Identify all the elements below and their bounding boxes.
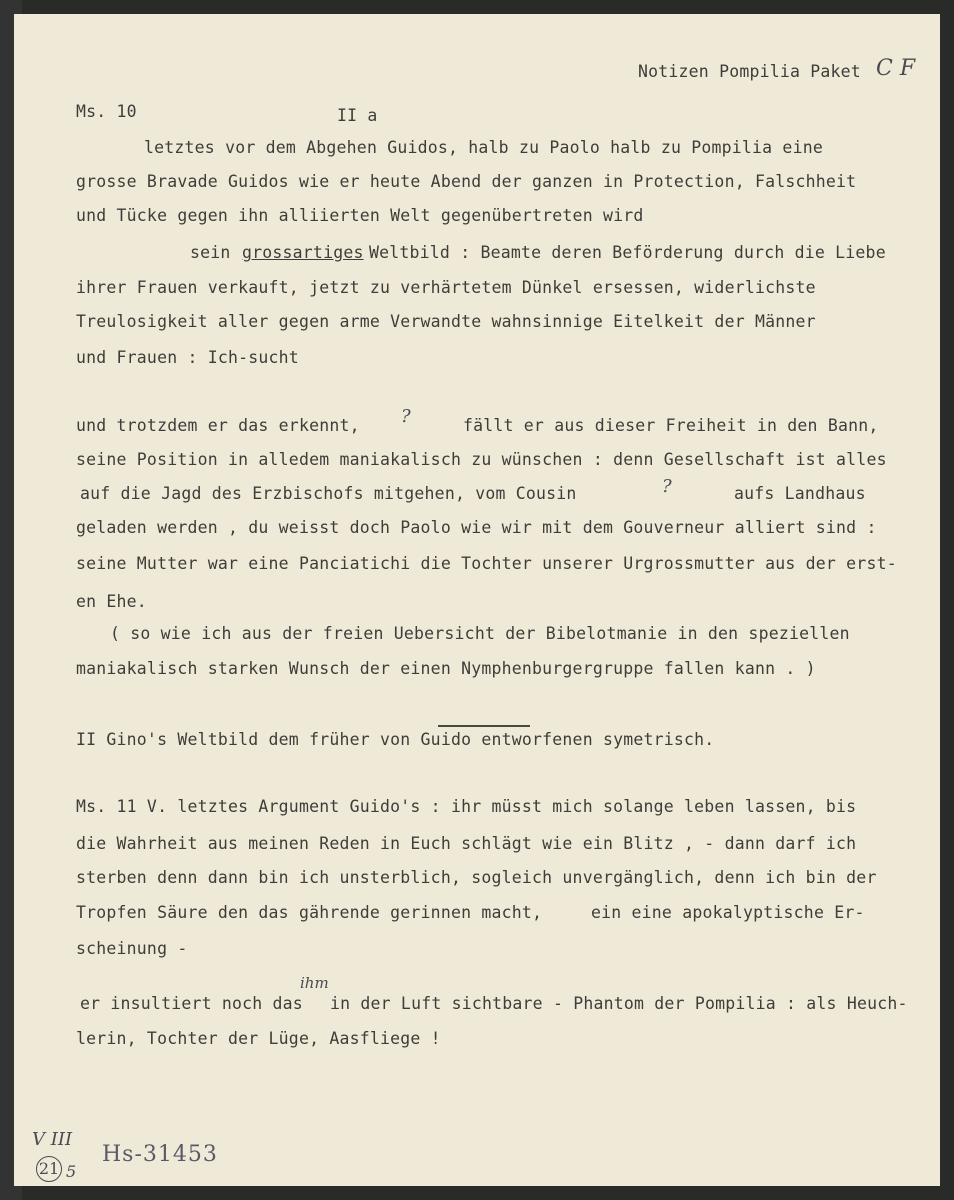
handwritten-query: ?	[401, 406, 411, 427]
text-line: seine Mutter war eine Panciatichi die Tochter unserer Urgrossmutter aus der erst-	[76, 554, 897, 573]
text-line: grosse Bravade Guidos wie er heute Abend der ganzen in Protection, Falschheit	[76, 172, 857, 191]
text-line: Ms. 11 V. letztes Argument Guido's : ihr müsst mich solange leben lassen, bis	[76, 797, 857, 816]
text-line: geladen werden , du weisst doch Paolo wie wir mit dem Gouverneur alliert sind :	[76, 518, 877, 537]
text-line: auf die Jagd des Erzbischofs mitgehen, vom Cousin	[80, 484, 577, 503]
underlined-word: grossartiges	[242, 243, 364, 262]
section-title: II a	[337, 106, 378, 125]
text-line: in der Luft sichtbare - Phantom der Pompilia : als Heuch-	[330, 994, 908, 1013]
text-line: Weltbild : Beamte deren Beförderung durch die Liebe	[369, 243, 886, 262]
handwritten-query: ?	[662, 476, 672, 497]
text-line: seine Position in alledem maniakalisch zu wünschen : denn Gesellschaft ist alles	[76, 450, 887, 469]
text-line: Tropfen Säure den das gährende gerinnen macht,	[76, 903, 543, 922]
archive-folio-mark: V III	[32, 1129, 73, 1150]
text-line: II Gino's Weltbild dem früher von Guido entworfenen symetrisch.	[76, 730, 715, 749]
text-line: aufs Landhaus	[734, 484, 866, 503]
document-page	[14, 14, 940, 1186]
text-line: en Ehe.	[76, 592, 147, 611]
text-line: ihrer Frauen verkauft, jetzt zu verhärtetem Dünkel ersessen, widerlichste	[76, 278, 816, 297]
text-line: sein	[190, 243, 231, 262]
text-line: ( so wie ich aus der freien Uebersicht der Bibelotmanie in den speziellen	[110, 624, 850, 643]
text-line: ein eine apokalyptische Er-	[591, 903, 865, 922]
archive-circled-number: 21	[36, 1156, 62, 1182]
archive-sub-mark: 5	[66, 1162, 77, 1181]
text-line: sterben denn dann bin ich unsterblich, sogleich unvergänglich, denn ich bin der	[76, 868, 877, 887]
text-line: Treulosigkeit aller gegen arme Verwandte wahnsinnige Eitelkeit der Männer	[76, 312, 816, 331]
header-handwritten-mark: C F	[876, 56, 916, 81]
handwritten-insertion: ihm	[300, 974, 329, 992]
text-line: und Frauen : Ich-sucht	[76, 348, 299, 367]
separator-rule	[438, 725, 530, 727]
text-line: fällt er aus dieser Freiheit in den Bann,	[463, 416, 879, 435]
text-line: letztes vor dem Abgehen Guidos, halb zu Paolo halb zu Pompilia eine	[144, 138, 823, 157]
text-line: und Tücke gegen ihn alliierten Welt gegenübertreten wird	[76, 206, 644, 225]
text-line: maniakalisch starken Wunsch der einen Nymphenburgergruppe fallen kann . )	[76, 659, 816, 678]
text-line: scheinung -	[76, 939, 188, 958]
text-line: lerin, Tochter der Lüge, Aasfliege !	[76, 1029, 441, 1048]
text-line: er insultiert noch das	[80, 994, 303, 1013]
header-note: Notizen Pompilia Paket	[638, 62, 861, 81]
ms-label: Ms. 10	[76, 102, 137, 121]
archive-signature: Hs-31453	[102, 1142, 218, 1167]
text-line: die Wahrheit aus meinen Reden in Euch schlägt wie ein Blitz , - dann darf ich	[76, 834, 857, 853]
text-line: und trotzdem er das erkennt,	[76, 416, 360, 435]
